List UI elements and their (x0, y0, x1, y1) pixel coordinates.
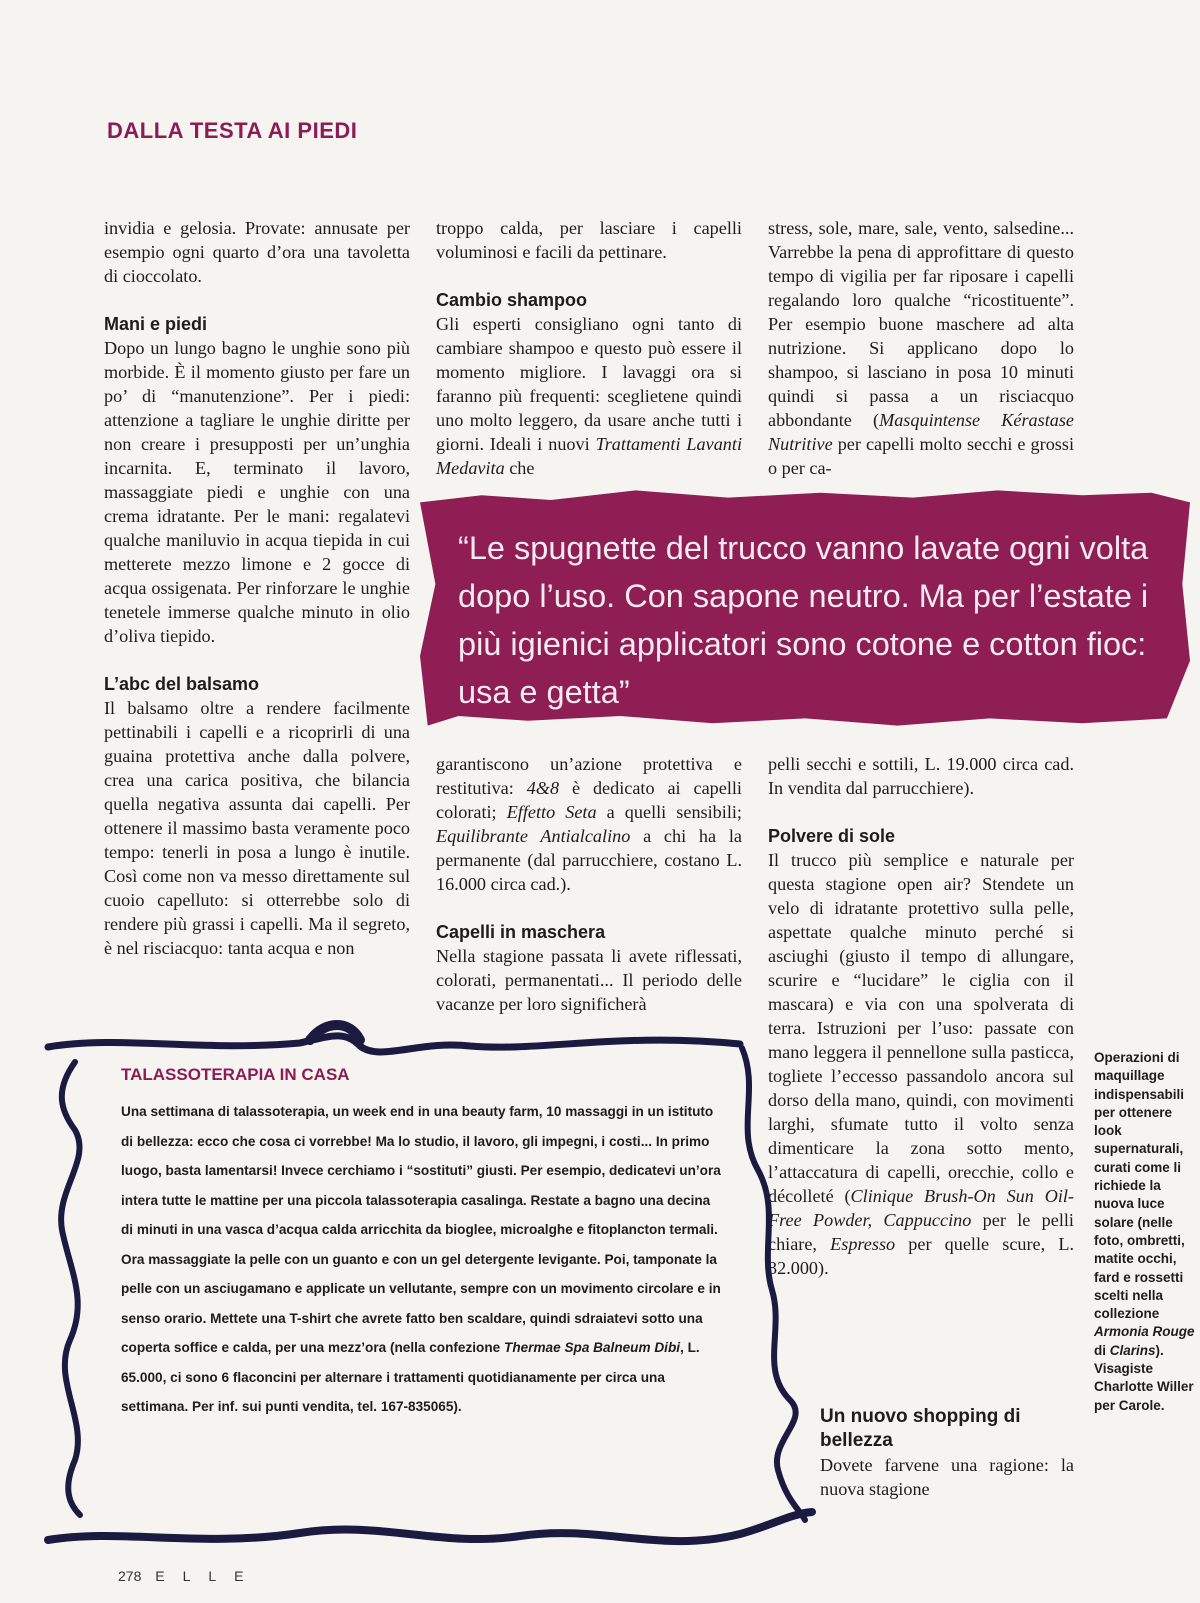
section-kicker: DALLA TESTA AI PIEDI (107, 118, 358, 143)
brush-bottom-stroke (48, 1512, 812, 1541)
product-clinique: Clinique Brush-On Sun Oil-Free Powder, Cappuccino (768, 1186, 1074, 1230)
maschera-paragraph: Nella stagione passata li avete riflessati, colorati, permanentati... Il periodo delle vacanze per loro significherà (436, 946, 742, 1014)
col2-intro: troppo calda, per lasciare i capelli voluminosi e facili da pettinare. (436, 218, 742, 262)
col3-top-paragraph: stress, sole, mare, sale, vento, salsedine... Varrebbe la pena di approfittare di questo tempo di vigilia per far riposare i capelli regalando loro qualche “ricostituente”. Per esempio buone maschere ad alta nutrizione. Si applicano dopo lo shampoo, si lasciano in posa 10 minuti quindi si passa a un risciacquo abbondante (Masquintense Kérastase Nutritive per capelli molto secchi e grossi o per ca- (768, 218, 1075, 478)
brush-right-stroke (742, 1048, 805, 1520)
shopping-paragraph: Dovete farvene una ragione: la nuova stagione (820, 1455, 1074, 1499)
page-folio (118, 1568, 262, 1584)
product-espresso: Espresso (830, 1234, 896, 1254)
heading-polvere-di-sole: Polvere di sole (768, 826, 896, 846)
brush-top-stroke (48, 1036, 740, 1052)
product-kerastase: Masquintense Kérastase Nutritive (768, 410, 1075, 454)
product-effetto-seta: Effetto Seta (506, 802, 597, 822)
heading-mani-e-piedi: Mani e piedi (104, 314, 208, 334)
product-4e8: 4&8 (526, 778, 560, 798)
mani-paragraph: Dopo un lungo bagno le unghie sono più morbide. È il momento giusto per fare un po’ di “manutenzione”. Per i piedi: attenzione a tagliare le unghie diritte per non creare i presupposti per un’unghia incarnita. E, terminato il lavoro, massaggiate piedi e unghie con una crema idratante. Per le mani: regalatevi qualche maniluvio in acqua tiepida in cui metterete mezzo limone e 2 gocce di acqua ossigenata. Per rinforzare le unghie tenetele immerse qualche minuto in olio d’oliva tiepido. (104, 338, 410, 646)
heading-abc-balsamo: L’abc del balsamo (104, 674, 260, 694)
box-title: TALASSOTERAPIA IN CASA (121, 1065, 350, 1084)
product-medavita: Trattamenti Lavanti Medavita (436, 434, 743, 478)
magazine-brand: ELLE (155, 1568, 262, 1584)
col1-intro: invidia e gelosia. Provate: annusate per esempio ogni quarto d’ora una tavoletta di cioccolato. (104, 218, 410, 286)
pull-quote: “Le spugnette del trucco vanno lavate ogni volta dopo l’uso. Con sapone neutro. Ma per l’estate i più igienici applicatori sono cotone e cotton fioc: usa e getta” (458, 530, 1149, 710)
photo-caption: Operazioni di maquillage indispensabili per ottenere look supernaturali, curati come li richiede la nuova luce solare (nelle foto, ombretti, matite occhi, fard e rossetti scelti nella collezione Armonia Rouge di Clarins). Visagiste Charlotte Willer per Carole. (1094, 1050, 1195, 1413)
product-armonia-rouge: Armonia Rouge (1094, 1324, 1195, 1340)
page-number: 278 (118, 1568, 142, 1584)
polvere-paragraph: Il trucco più semplice e naturale per questa stagione open air? Stendete un velo di idratante protettivo sulla pelle, aspettate qualche minuto perché si asciughi (giusto il tempo di allungare, scurire e “lucidare” le ciglia con il mascara) e via con una spolverata di terra. Istruzioni per l’uso: passate con mano leggera il pennellone sulla pasticca, togliete l’eccesso passandolo ancora sul dorso della mano, quindi, con movimenti larghi, sfumate tutto il volto senza dimenticare la zona sotto mento, l’attaccatura di capelli, orecchie, collo e décolleté (Clinique Brush-On Sun Oil-Free Powder, Cappuccino per le pelli chiare, Espresso per quelle scure, L. 32.000). (768, 850, 1074, 1278)
brand-clarins: Clarins (1109, 1342, 1156, 1358)
shampoo-paragraph: Gli esperti consigliano ogni tanto di cambiare shampoo e questo può essere il momento migliore. I lavaggi ora si faranno più frequenti: sceglietene quindi uno molto leggero, da usare anche tutti i giorni. Ideali i nuovi Trattamenti Lavanti Medavita che (436, 314, 743, 478)
balsamo-paragraph: Il balsamo oltre a rendere facilmente pettinabili i capelli e a ricoprirli di una guaina protettiva anche dalla polvere, crea una carica positiva, che bilancia quella negativa assunta dai capelli. Per ottenere il massimo basta veramente poco tempo: tenerli in posa a lungo è inutile. Così come non va messo direttamente sul cuoio capelluto: si otterrebbe solo di rendere più grassi i capelli. Ma il segreto, è nel risciacquo: tanta acqua e non (104, 698, 410, 958)
col2-continuation: garantiscono un’azione protettiva e restitutiva: 4&8 è dedicato ai capelli colorati; Effetto Seta a quelli sensibili; Equilibrante Antialcalino a chi ha la permanente (dal parrucchiere, costano L. 16.000 circa cad.). (436, 754, 742, 894)
col3-continuation: pelli secchi e sottili, L. 19.000 circa cad. In vendita dal parrucchiere). (768, 754, 1074, 798)
product-equilibrante: Equilibrante Antialcalino (436, 826, 631, 846)
brush-left-stroke (61, 1062, 80, 1515)
product-thermae: Thermae Spa Balneum Dibi (504, 1340, 681, 1355)
heading-capelli-maschera: Capelli in maschera (436, 922, 606, 942)
box-text: Una settimana di talassoterapia, un week end in una beauty farm, 10 massaggi in un istituto di bellezza: ecco che cosa ci vorrebbe! Ma lo studio, il lavoro, gli impegni, i costi... In primo luogo, basta lamentarsi! Invece cerchiamo i “sostituti” giusti. Per esempio, dedicatevi un’ora intera tutte le mattine per una piccola talassoterapia casalinga. Restate a bagno una decina di minuti in una vasca d’acqua calda arricchita da bioglee, microalghe e fitoplancton termali. Ora massaggiate la pelle con un guanto e con un gel detergente levigante. Poi, tamponate la pelle con un asciugamano e applicate un vellutante, sempre con un movimento circolare e in senso orario. Mettete una T-shirt che avrete fatto ben scaldare, quindi sdraiatevi sotto una coperta soffice e calda, per una mezz’ora (nella confezione Thermae Spa Balneum Dibi, L. 65.000, ci sono 6 flaconcini per alternare i trattamenti quotidianamente per circa una settimana. Per inf. sui punti vendita, tel. 167-835065). (121, 1104, 721, 1414)
heading-cambio-shampoo: Cambio shampoo (436, 290, 588, 310)
heading-nuovo-shopping: Un nuovo shopping di bellezza (820, 1406, 1021, 1451)
